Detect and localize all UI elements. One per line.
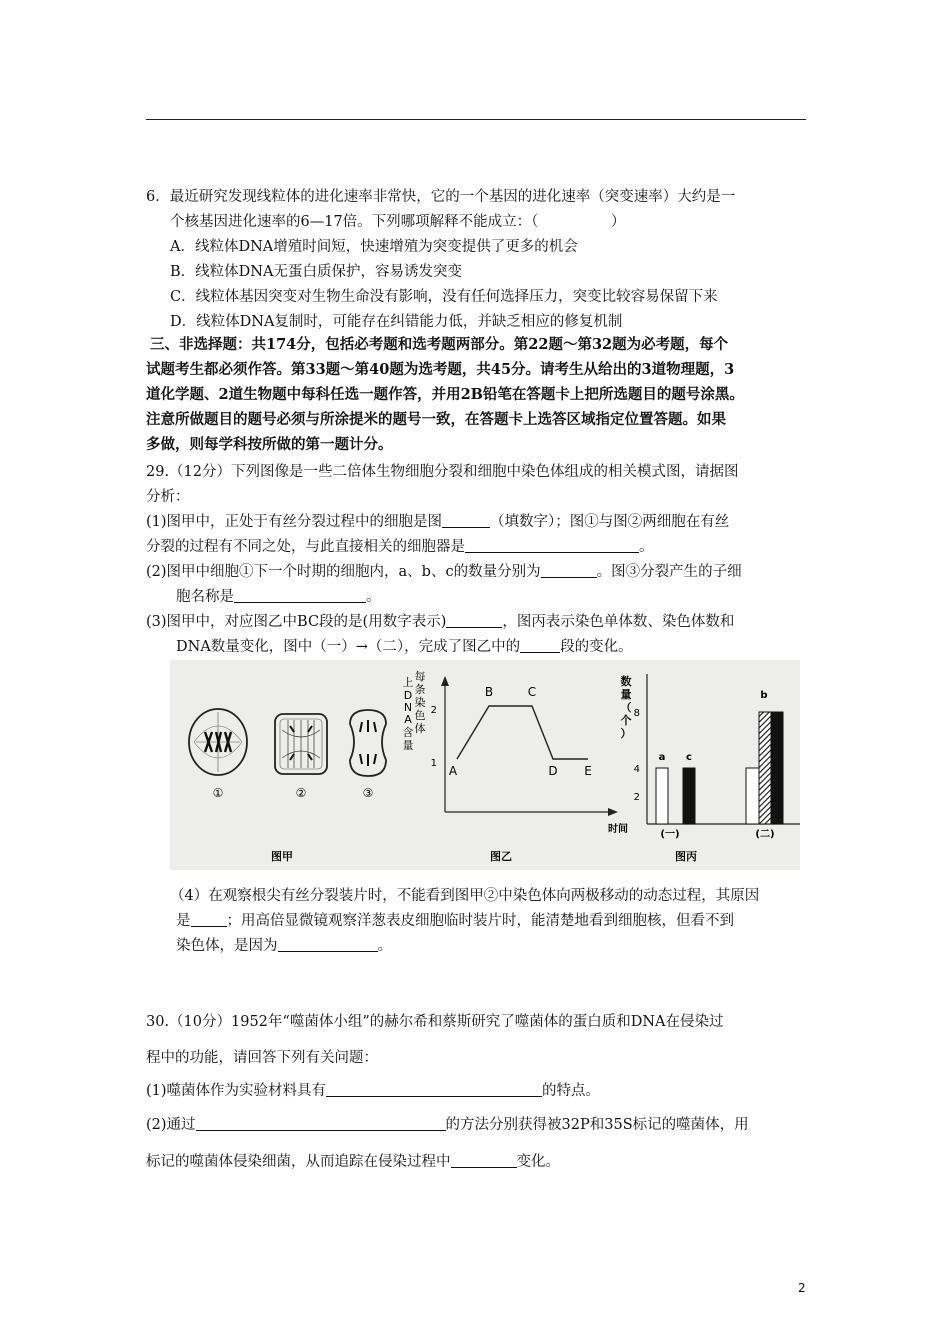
bing-bar-a — [746, 768, 759, 824]
yi-caption: 图乙 — [490, 850, 512, 863]
svg-text:上: 上 — [402, 676, 414, 689]
bing-tick-label: 2 — [633, 792, 640, 803]
q29-header1: 29.（12分）下列图像是一些二倍体生物细胞分裂和细胞中染色体组成的相关模式图，请据图 — [146, 464, 739, 480]
figure-panel — [170, 660, 800, 870]
bing-tick-label: 4 — [633, 764, 640, 775]
q6-line2: 个核基因进化速率的6—17倍。下列哪项解释不能成立：（ ） — [170, 214, 626, 230]
q29-part4-line1: （4）在观察根尖有丝分裂装片时，不能看到图甲②中染色体向两极移动的动态过程，其原因 — [170, 888, 760, 904]
yi-line-chart — [449, 685, 592, 778]
svg-text:（: （ — [620, 701, 632, 714]
answer-blank[interactable] — [465, 538, 639, 553]
answer-blank[interactable] — [446, 613, 502, 628]
cell-3 — [350, 710, 386, 776]
svg-text:D: D — [403, 689, 413, 702]
bing-bar-b — [759, 712, 771, 824]
section3-line5: 多做，则每学科按所做的第一题计分。 — [146, 436, 393, 453]
svg-text:量: 量 — [402, 739, 414, 752]
q30-part3: 标记的噬菌体侵染细菌，从而追踪在侵染过程中 变化。 — [146, 1154, 560, 1170]
yi-point-label: E — [584, 764, 592, 778]
bing-bar-c — [683, 768, 695, 824]
q6-option-b: B．线粒体DNA无蛋白质保护，容易诱发突变 — [170, 264, 462, 280]
bing-group-label: (二) — [755, 829, 775, 840]
svg-text:）: ） — [620, 727, 632, 740]
yi-tick-2: 2 — [430, 705, 437, 716]
answer-blank[interactable] — [234, 588, 366, 603]
yi-tick-1: 1 — [430, 758, 437, 769]
bing-caption: 图丙 — [675, 850, 697, 863]
q30-line2: 程中的功能，请回答下列有关问题： — [146, 1050, 378, 1066]
q29-part2-line1: (2)图甲中细胞①下一个时期的细胞内，a、b、c的数量分别为 。图③分裂产生的子细 — [146, 564, 742, 580]
answer-blank[interactable] — [191, 912, 227, 927]
svg-text:A: A — [404, 713, 412, 726]
cell-1 — [189, 709, 247, 775]
answer-blank[interactable] — [442, 513, 490, 528]
section3-line1: 三、非选择题：共174分，包括必考题和选考题两部分。第22题～第32题为必考题，每个 — [150, 336, 729, 353]
figure-svg — [170, 660, 800, 870]
answer-blank[interactable] — [541, 563, 597, 578]
q6-option-d: D．线粒体DNA复制时，可能存在纠错能力低，并缺乏相应的修复机制 — [170, 314, 623, 330]
q29-part1-line2: 分裂的过程有不同之处，与此直接相关的细胞器是 。 — [146, 539, 654, 555]
svg-text:色: 色 — [414, 709, 426, 722]
q29-part3-line1: (3)图甲中，对应图乙中BC段的是(用数字表示) ，图丙表示染色单体数、染色体数和 — [146, 614, 735, 630]
yi-point-label: B — [484, 685, 494, 699]
answer-blank[interactable] — [451, 1153, 517, 1168]
yi-point-label: C — [527, 685, 537, 699]
header-rule — [146, 119, 806, 120]
q29-part4-line2: 是 ；用高倍显微镜观察洋葱表皮细胞临时装片时，能清楚地看到细胞核，但看不到 — [176, 913, 734, 929]
q29-header2: 分析： — [146, 489, 190, 505]
bing-bar-c — [771, 712, 783, 824]
svg-text:含: 含 — [402, 726, 414, 739]
bing-bar-chart — [634, 690, 783, 840]
bing-bar-label: c — [686, 752, 692, 763]
svg-text:N: N — [403, 701, 413, 714]
svg-text:个: 个 — [620, 714, 632, 727]
bing-bar-label: b — [760, 690, 768, 701]
svg-text:染: 染 — [414, 696, 426, 709]
bing-bar-label: a — [658, 752, 666, 763]
yi-x-arrow — [608, 808, 618, 816]
cell-label-1: ① — [212, 786, 224, 800]
svg-text:数: 数 — [620, 675, 632, 688]
q6-option-a: A．线粒体DNA增殖时间短，快速增殖为突变提供了更多的机会 — [170, 239, 578, 255]
bing-tick-label: 8 — [633, 708, 640, 719]
svg-text:条: 条 — [414, 683, 426, 696]
bing-x-title: 时间 — [608, 824, 628, 835]
section3-line3: 道化学题、2道生物题中每科任选一题作答，并用2B铅笔在答题卡上把所选题目的题号涂黑。 — [146, 386, 744, 403]
q30-part1: (1)噬菌体作为实验材料具有 的特点。 — [146, 1083, 601, 1099]
bing-bar-a — [656, 768, 668, 824]
q30-line1: 30.（10分）1952年“噬菌体小组”的赫尔希和蔡斯研究了噬菌体的蛋白质和DNA在侵染过 — [146, 1014, 724, 1030]
answer-blank[interactable] — [278, 937, 378, 952]
yi-point-label: A — [448, 764, 458, 778]
answer-blank[interactable] — [520, 638, 560, 653]
yi-ylabel — [403, 669, 426, 752]
svg-text:每: 每 — [414, 670, 426, 683]
bing-group-label: (一) — [660, 829, 680, 840]
yi-point-label: D — [548, 764, 558, 778]
cell-label-2: ② — [295, 786, 307, 800]
cell-label-3: ③ — [362, 786, 374, 800]
bing-ylabel — [621, 674, 632, 740]
answer-blank[interactable] — [196, 1116, 446, 1131]
page-number: 2 — [798, 1281, 806, 1295]
q29-part2-line2: 胞名称是 。 — [176, 589, 381, 605]
svg-text:量: 量 — [620, 688, 632, 701]
yi-y-arrow — [441, 676, 449, 686]
q29-part3-line2: DNA数量变化，图中（一）→（二），完成了图乙中的 段的变化。 — [176, 639, 633, 655]
answer-blank[interactable] — [326, 1082, 542, 1097]
cell-2 — [275, 714, 327, 774]
section3-line2: 试题考生都必须作答。第33题～第40题为选考题，共45分。请考生从给出的3道物理题，3 — [146, 361, 735, 378]
q6-line1: 6．最近研究发现线粒体的进化速率非常快，它的一个基因的进化速率（突变速率）大约是一 — [146, 189, 736, 205]
svg-text:体: 体 — [414, 722, 426, 735]
q29-part4-line3: 染色体，是因为 。 — [176, 938, 392, 954]
q6-option-c: C．线粒体基因突变对生物生命没有影响，没有任何选择压力，突变比较容易保留下来 — [170, 289, 718, 305]
jia-caption: 图甲 — [271, 850, 293, 863]
section3-line4: 注意所做题目的题号必须与所涂提米的题号一致，在答题卡上选答区域指定位置答题。如果 — [146, 411, 726, 428]
q29-part1-line1: (1)图甲中，正处于有丝分裂过程中的细胞是图 （填数字）；图①与图②两细胞在有丝 — [146, 514, 730, 530]
q30-part2: (2)通过 的方法分别获得被32P和35S标记的噬菌体，用 — [146, 1117, 749, 1133]
yi-series-line — [457, 706, 588, 759]
